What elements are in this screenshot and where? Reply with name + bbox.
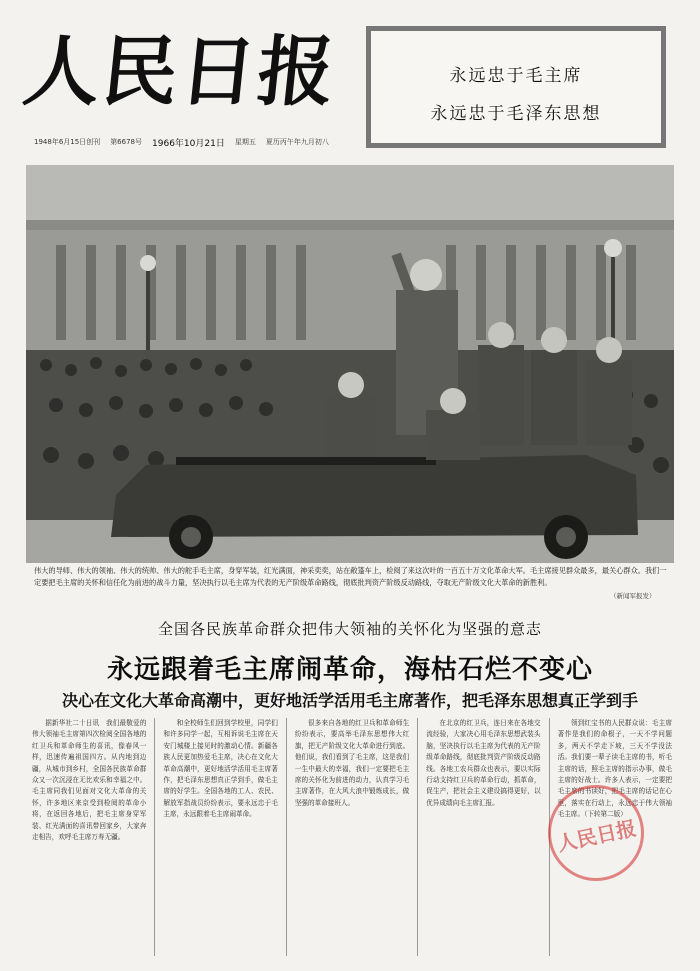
column-divider xyxy=(417,718,418,956)
dateline-founded: 1948年6月15日创刊 xyxy=(34,138,101,146)
column-text: 和全校师生们回到学校里，同学们和许多同学一起，互相诉说毛主席在天安门城楼上接见时的激动心情。新疆各族人民更加热爱毛主席，决心在文化大革命高潮中，更好地活学活用毛主席著作，把毛泽东思想真正学到手，做毛主席的好学生。全国各地的工人、农民、解放军指战员纷纷表示，要永远忠于毛主席，永远跟着毛主席闹革命。 xyxy=(163,719,278,819)
photo-credit: （新闻军报发） xyxy=(610,592,656,600)
red-seal-stamp: 人民日报 xyxy=(539,776,653,890)
article-column xyxy=(32,718,146,958)
column-divider xyxy=(286,718,287,956)
front-page-photo xyxy=(26,165,674,563)
headline-kicker: 全国各民族革命群众把伟大领袖的关怀化为坚强的意志 xyxy=(157,620,542,638)
article-column xyxy=(163,718,277,958)
dateline-weekday: 星期五 xyxy=(234,138,256,146)
dateline xyxy=(34,135,364,149)
dateline-issue: 第6678号 xyxy=(110,138,143,146)
slogan-box xyxy=(366,26,666,148)
article-column xyxy=(426,718,540,958)
photo-caption: 伟大的导师、伟大的领袖、伟大的统帅、伟大的舵手毛主席，身穿军装，红光满面，神采奕奕，站在敞篷车上，检阅了来这次叶的一百五十万文化革命大军。毛主席接见群众最多，最关心群众。我们一定要把毛主席的关怀和信任化为前进的战斗力量，坚决执行以毛主席为代表的无产阶级革命路线，彻底批判资产阶级反动路线，夺取无产阶级文化大革命的新胜利。 xyxy=(34,566,667,587)
dateline-lunar: 夏历丙午年九月初八 xyxy=(265,138,329,146)
masthead-title: 人民日报 xyxy=(19,27,341,116)
column-text: 很多来自各地的红卫兵和革命师生纷纷表示，要高举毛泽东思想伟大红旗，把无产阶级文化大革命进行到底。他们说，我们看到了毛主席，这是我们一生中最大的幸福，我们一定要把毛主席的关怀化为前进的动力，认真学习毛主席著作，在大风大浪中锻炼成长，做坚强的革命接班人。 xyxy=(294,719,410,807)
slogan-line-1: 永远忠于毛主席 xyxy=(449,66,583,86)
main-headline: 永远跟着毛主席闹革命，海枯石烂不变心 xyxy=(106,655,593,685)
sub-headline: 决心在文化大革命高潮中，更好地活学活用毛主席著作，把毛泽东思想真正学到手 xyxy=(61,691,638,710)
article-column xyxy=(295,718,409,958)
photo-illustration xyxy=(26,165,674,563)
column-text: 领到红宝书的人民群众说：毛主席著作是我们的命根子，一天不学问题多，两天不学走下坡，三天不学没法活。我们要一辈子读毛主席的书，听毛主席的话，照毛主席的指示办事，做毛主席的好战士。许多人表示，一定要把毛主席的书读好，把毛主席的话记在心里，落实在行动上，永远忠于伟大领袖毛主席。（下转第二版） xyxy=(557,719,673,819)
column-text: 在北京的红卫兵，连日来在各地交流经验，大家决心用毛泽东思想武装头脑，坚决执行以毛主席为代表的无产阶级革命路线，彻底批判资产阶级反动路线。各地工农兵群众也表示，要以实际行动支持红卫兵的革命行动，抓革命，促生产，把社会主义建设搞得更好，以优异成绩向毛主席汇报。 xyxy=(426,719,541,807)
slogan-line-2: 永远忠于毛泽东思想 xyxy=(430,104,602,124)
column-divider xyxy=(154,718,155,956)
dateline-date: 1966年10月21日 xyxy=(152,138,225,149)
column-text: 据新华社二十日讯 我们最敬爱的伟大领袖毛主席第四次检阅全国各地的红卫兵和革命师生的喜讯，像春风一样，迅速传遍祖国四方。从内地到边疆，从城市到乡村，全国各民族革命群众又一次沉浸在无比欢乐和幸福之中。毛主席同我们见面对文化大革命的关怀，许多地区来京受到检阅的革命小将，在返回各地后，把毛主席身穿军装、红光满面的喜讯带回家乡，大家奔走相告，欢呼毛主席万寿无疆。 xyxy=(32,719,147,842)
